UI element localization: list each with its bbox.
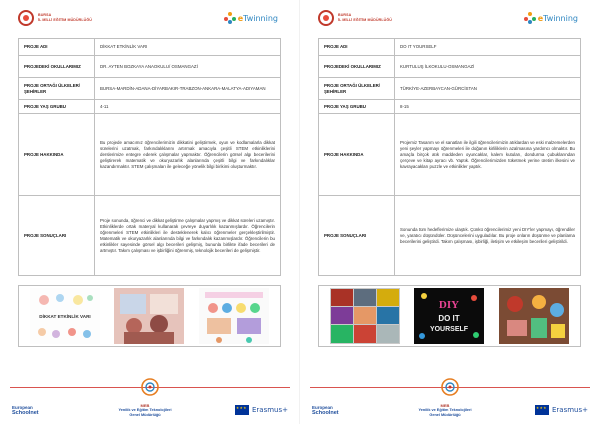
etwinning-star-icon [524,12,536,24]
activity-poster-image [30,288,100,344]
yegitek-logo [400,403,490,418]
row-label: PROJE ADI [19,39,95,56]
row-label: PROJE ORTAĞI ÜLKELER/ŞEHİRLER [19,78,95,100]
eu-line1: European [312,404,333,410]
row-label: PROJE SONUÇLARI [319,196,395,276]
document-page-right [300,0,600,424]
row-label: PROJE YAŞ GRUBU [19,100,95,114]
row-value: BURSA-MARDİN-ADANA-DİYARBAKIR-TRABZON-ANKARA-MALATYA-ADIYAMAN [95,78,281,100]
row-value: Sonunda tüm hedeflerimize ulaştık. Çünkü öğrencilerimiz yeni DIY'ler yapmayı, öğrendiler ve, yaratıcı düşündüler. Düşüncelerini uyguladılar. Bu proje onların düşünme ve planlama becerilerini geliştirdi. Takım çalışması, işbirliği, iletişim ve etkileşim becerileri geliştirildi. [395,196,581,276]
meb-logo-line2: İL MİLLİ EĞİTİM MÜDÜRLÜĞÜ [38,18,92,22]
row-value: TÜRKİYE-AZERBAYCAN-GÜRCİSTAN [395,78,581,100]
footer [312,400,588,420]
collage-image [199,288,269,344]
table-row [319,114,581,196]
project-photo [199,288,269,344]
eu-line2: Schoolnet [312,409,339,416]
students-photo-image [114,288,184,344]
table-row [19,114,281,196]
row-value: Proje sonunda, öğrenci ve dikkat geliştirme çalışmalar yapmış ve dikkat süreleri uzamıştır. Etkinliklerde ortak materyal kullanarak çevreye duyarlılık kazanmışlardır. Öğrencilerin öğrenmeleri STEM etkinlikleri ile desteklenerek kalıcı öğrenmeler gerçekleştirilmiştir. Matematik ve okuryazarlık alanlarında bilgi ve farkındalık kazanmışlardır. Öğrencilerin bu etkinlikler sayesinde görsel algı becerileri gelişmiş, bununla birlikte ifade becerileri de artmıştır. Takım çalışması ve işbirliğini öğrenmiş, teknolojik becerileri de gelişmiştir. [95,196,281,276]
diy-subtitle-line1: DO IT [438,314,461,323]
row-value: 4-11 [95,100,281,114]
row-value: KURTULUŞ İLKOKULU-OSMANGAZİ [395,56,581,78]
handmade-items-image [499,288,569,344]
diy-subtitle-line2: YOURSELF [430,326,469,333]
table-row [319,39,581,56]
eu-line2: Schoolnet [12,409,39,416]
crafts-grid-image [330,288,400,344]
row-label: PROJEDEKİ OKULLARIMIZ [319,56,395,78]
table-row [19,39,281,56]
project-info-table [18,38,281,276]
table-row [19,196,281,276]
etwinning-logo [224,12,278,24]
yegitek-line3: Genel Müdürlüğü [129,412,161,417]
footer-swirl-logo-icon [435,378,465,396]
row-value: DR. AYTEN BOZKAYA ANAOKULU/ OSMANGAZİ [95,56,281,78]
table-row [319,196,581,276]
project-photo [30,288,100,344]
row-value: Projemiz Tasarım ve el sanatları ile ilgili öğrencilerimizin atıklardan ve eski malzemelerden yeni şeyler yapmayı öğrenmeleri ile doğanın kirliliklerin azalmasına yardımcı olmaktır. Bu amaçla birçok atık maddeden oyuncaklar, kalem kutuları, dondurma çubuklarından çerçeve ve kitap ayracı vb. Yaptık. Öğrencilerimizden tüketmek yerine üretim ilkesini ve kavrayacakları puzzle ve etkinlikler yaptık. [395,114,581,196]
etwinning-e: e [237,13,244,23]
row-label: PROJE HAKKINDA [19,114,95,196]
footer-swirl-logo-icon [135,378,165,396]
row-value: 8-15 [395,100,581,114]
row-value: DO IT YOURSELF [395,39,581,56]
meb-logo-line2: İL MİLLİ EĞİTİM MÜDÜRLÜĞÜ [338,18,392,22]
eu-line1: European [12,404,33,410]
table-row [19,78,281,100]
yegitek-line1: MEB [440,402,450,408]
project-photo [499,288,569,344]
project-photos [318,285,581,347]
erasmus-label: Erasmus+ [551,406,588,414]
table-row [319,78,581,100]
etwinning-label: Twinning [543,13,578,23]
etwinning-label: Twinning [243,13,278,23]
project-photo [330,288,400,344]
etwinning-logo [524,12,578,24]
eu-flag-icon [535,405,549,415]
project-photo [414,288,484,344]
row-label: PROJE YAŞ GRUBU [319,100,395,114]
table-row [319,100,581,114]
erasmus-logo [218,405,288,415]
table-row [19,100,281,114]
diy-poster-image [414,288,484,344]
erasmus-label: Erasmus+ [251,406,288,414]
row-label: PROJE ADI [319,39,395,56]
european-schoolnet-logo [312,405,372,416]
etwinning-star-icon [224,12,236,24]
meb-logo [18,10,92,26]
meb-logo-line1: BURSA [38,13,52,17]
row-value: Bu projede amacımız öğrencilerimizin dikkatini geliştirmek, oyun ve kodlamalarla dikkat sürelerini uzatmak, farkındalıklarını artırmak amacıyla çeşitli STEM etkinliklerini derslerimize entegre ederek çalışmalar yapmaktır. Öğrencilerin görsel algı becerilerini geliştirerek matematik ve okuryazarlık alanlarında çeşitli bilgi ve farkındalıklar kazandırmaktır. STEM çalışmaları ile geleceğe yönelik bilgi birikimi oluşturmaktır. [95,114,281,196]
etwinning-e: e [537,13,544,23]
footer [12,400,288,420]
table-row [319,56,581,78]
meb-emblem-icon [18,10,34,26]
yegitek-line3: Genel Müdürlüğü [429,412,461,417]
meb-emblem-icon [318,10,334,26]
yegitek-logo [100,403,190,418]
table-row [19,56,281,78]
yegitek-line1: MEB [140,402,150,408]
meb-logo-line1: BURSA [338,13,352,17]
row-label: PROJE ORTAĞI ÜLKELER/ŞEHİRLER [319,78,395,100]
project-photo [114,288,184,344]
row-label: PROJE HAKKINDA [319,114,395,196]
project-photos [18,285,281,347]
meb-logo [318,10,392,26]
row-value: DİKKAT ETKİNLİK VARI [95,39,281,56]
yegitek-line2: Yenilik ve Eğitim Teknolojileri [118,407,172,412]
row-label: PROJE SONUÇLARI [19,196,95,276]
european-schoolnet-logo [12,405,72,416]
photo-caption: DİKKAT ETKİNLİK VARI [39,314,91,319]
yegitek-line2: Yenilik ve Eğitim Teknolojileri [418,407,472,412]
eu-flag-icon [235,405,249,415]
row-label: PROJEDEKİ OKULLARIMIZ [19,56,95,78]
erasmus-logo [518,405,588,415]
project-info-table [318,38,581,276]
diy-title: DIY [439,299,460,311]
